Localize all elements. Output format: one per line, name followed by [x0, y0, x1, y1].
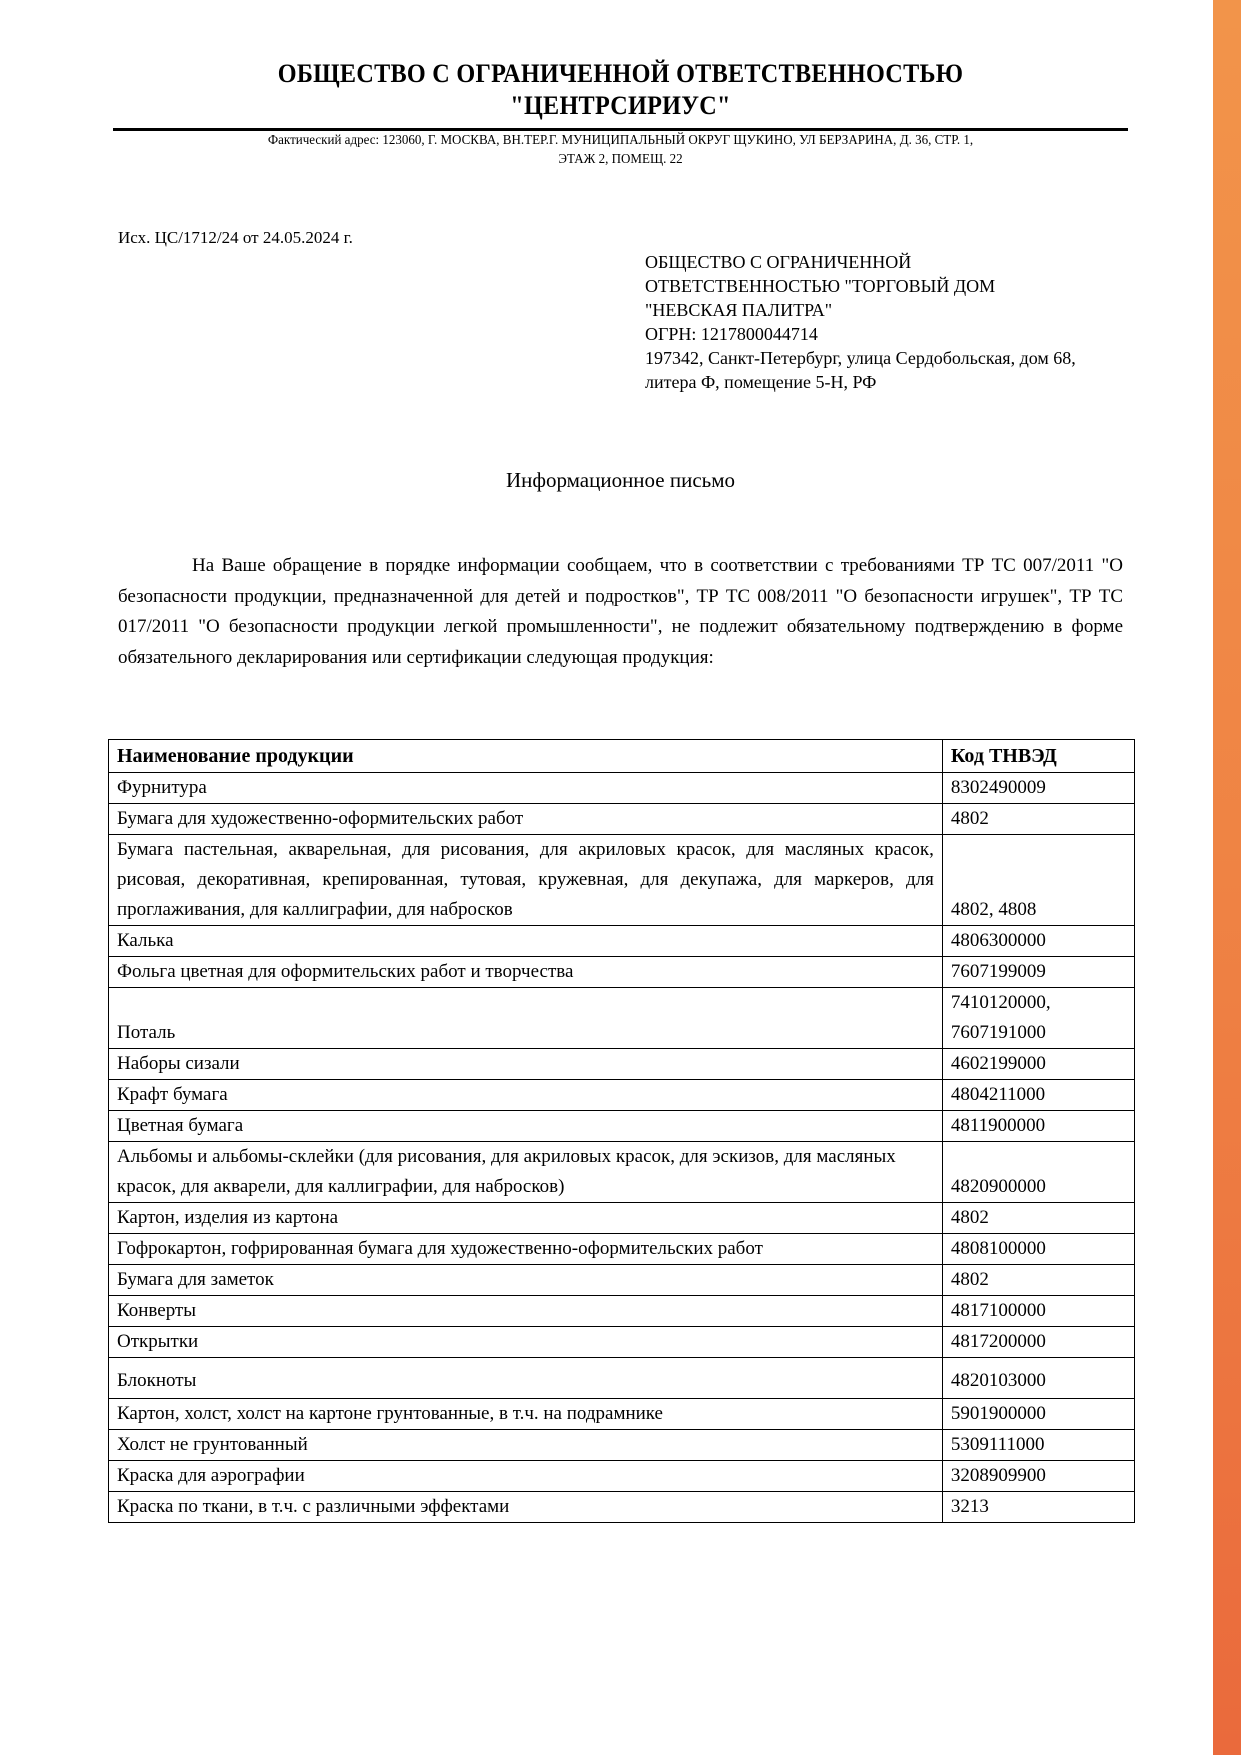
table-row [109, 1296, 1135, 1327]
product-code-line: 7410120000, [950, 992, 1051, 1013]
product-code: 4802 [942, 804, 1134, 835]
letter-body-paragraph: На Ваше обращение в порядке информации сообщаем, что в соответствии с требованиями ТР ТС 007/2011 "О безопасности продукции, предназначенной для детей и подростков", ТР ТС 008/2011 "О безопасности игрушек", ТР ТС 017/2011 "О безопасности продукции легкой промышленности", не подлежит обязательному подтверждению в форме обязательного декларирования или сертификации следующая продукция: [118, 555, 1123, 668]
product-code: 4820900000 [942, 1142, 1134, 1203]
table-row [109, 1049, 1135, 1080]
product-name: Альбомы и альбомы-склейки (для рисования, для акриловых красок, для эскизов, для масляных красок, для акварели, для каллиграфии, для набросков) [109, 1142, 943, 1203]
product-code-multi [942, 988, 1134, 1049]
recipient-block [645, 250, 1076, 394]
product-code: 7607199009 [942, 957, 1134, 988]
table-row [109, 1430, 1135, 1461]
header-tnved-code: Код ТНВЭД [942, 740, 1134, 773]
product-name: Открытки [109, 1327, 943, 1358]
products-table [108, 739, 1135, 1523]
product-name: Калька [109, 926, 943, 957]
product-code: 4808100000 [942, 1234, 1134, 1265]
product-name: Холст не грунтованный [109, 1430, 943, 1461]
table-row [109, 1234, 1135, 1265]
product-code: 4802 [942, 1265, 1134, 1296]
table-row [109, 1461, 1135, 1492]
product-name: Бумага для заметок [109, 1265, 943, 1296]
product-name: Фурнитура [109, 773, 943, 804]
table-row [109, 957, 1135, 988]
product-name: Конверты [109, 1296, 943, 1327]
product-name: Цветная бумага [109, 1111, 943, 1142]
table-row [109, 773, 1135, 804]
product-code: 4802, 4808 [942, 835, 1134, 926]
product-name: Картон, холст, холст на картоне грунтованные, в т.ч. на подрамнике [109, 1399, 943, 1430]
product-name: Краска по ткани, в т.ч. с различными эффектами [109, 1492, 943, 1523]
product-name: Бумага пастельная, акварельная, для рисования, для акриловых красок, для масляных красок, рисовая, декоративная, крепированная, тутовая, кружевная, для декупажа, для маркеров, для проглаживания, для каллиграфии, для набросков [109, 835, 943, 926]
product-code: 4817200000 [942, 1327, 1134, 1358]
product-name: Фольга цветная для оформительских работ и творчества [109, 957, 943, 988]
table-row [109, 1080, 1135, 1111]
product-name: Краска для аэрографии [109, 1461, 943, 1492]
product-name: Поталь [109, 988, 943, 1049]
table-row [109, 1203, 1135, 1234]
recipient-line: ОТВЕТСТВЕННОСТЬЮ "ТОРГОВЫЙ ДОМ [645, 276, 996, 296]
document-title [0, 468, 1241, 493]
table-row [109, 988, 1135, 1049]
company-name-line1: ОБЩЕСТВО С ОГРАНИЧЕННОЙ ОТВЕТСТВЕННОСТЬЮ [277, 59, 964, 88]
product-code: 3213 [942, 1492, 1134, 1523]
table-row [109, 1142, 1135, 1203]
product-code: 5309111000 [942, 1430, 1134, 1461]
product-name: Крафт бумага [109, 1080, 943, 1111]
recipient-address: 197342, Санкт-Петербург, улица Сердобольская, дом 68, [645, 348, 1076, 368]
company-name-line2: "ЦЕНТРСИРИУС" [510, 91, 731, 120]
product-code: 4811900000 [942, 1111, 1134, 1142]
table-row [109, 835, 1135, 926]
product-code: 4817100000 [942, 1296, 1134, 1327]
table-row [109, 926, 1135, 957]
letterhead [113, 58, 1128, 169]
table-row [109, 1399, 1135, 1430]
document-title-text: Информационное письмо [505, 468, 736, 492]
letterhead-divider [113, 128, 1128, 131]
recipient-line: ОБЩЕСТВО С ОГРАНИЧЕННОЙ [645, 252, 912, 272]
table-row [109, 1358, 1135, 1399]
product-code: 8302490009 [942, 773, 1134, 804]
company-address-line2: ЭТАЖ 2, ПОМЕЩ. 22 [558, 152, 683, 167]
product-name: Бумага для художественно-оформительских работ [109, 804, 943, 835]
recipient-line: "НЕВСКАЯ ПАЛИТРА" [645, 300, 833, 320]
product-code-line: 7607191000 [950, 1022, 1046, 1043]
product-code: 4602199000 [942, 1049, 1134, 1080]
table-row [109, 1111, 1135, 1142]
product-name: Картон, изделия из картона [109, 1203, 943, 1234]
product-code: 3208909900 [942, 1461, 1134, 1492]
product-name: Блокноты [109, 1358, 943, 1399]
product-name: Гофрокартон, гофрированная бумага для художественно-оформительских работ [109, 1234, 943, 1265]
header-product-name: Наименование продукции [109, 740, 943, 773]
company-address-line1: Фактический адрес: 123060, Г. МОСКВА, ВН.ТЕР.Г. МУНИЦИПАЛЬНЫЙ ОКРУГ ЩУКИНО, УЛ БЕРЗАРИНА, Д. 36, СТР. 1, [267, 133, 974, 148]
recipient-ogrn: ОГРН: 1217800044714 [645, 324, 818, 344]
table-row [109, 804, 1135, 835]
product-code: 4804211000 [942, 1080, 1134, 1111]
table-row [109, 1492, 1135, 1523]
product-name: Наборы сизали [109, 1049, 943, 1080]
table-row [109, 1327, 1135, 1358]
recipient-address: литера Ф, помещение 5-Н, РФ [645, 372, 877, 392]
table-row [109, 1265, 1135, 1296]
product-code: 5901900000 [942, 1399, 1134, 1430]
outgoing-reference: Исх. ЦС/1712/24 от 24.05.2024 г. [118, 228, 353, 247]
table-header-row [109, 740, 1135, 773]
product-code: 4806300000 [942, 926, 1134, 957]
orange-accent-bar [1213, 0, 1241, 1755]
product-code: 4820103000 [942, 1358, 1134, 1399]
product-code: 4802 [942, 1203, 1134, 1234]
